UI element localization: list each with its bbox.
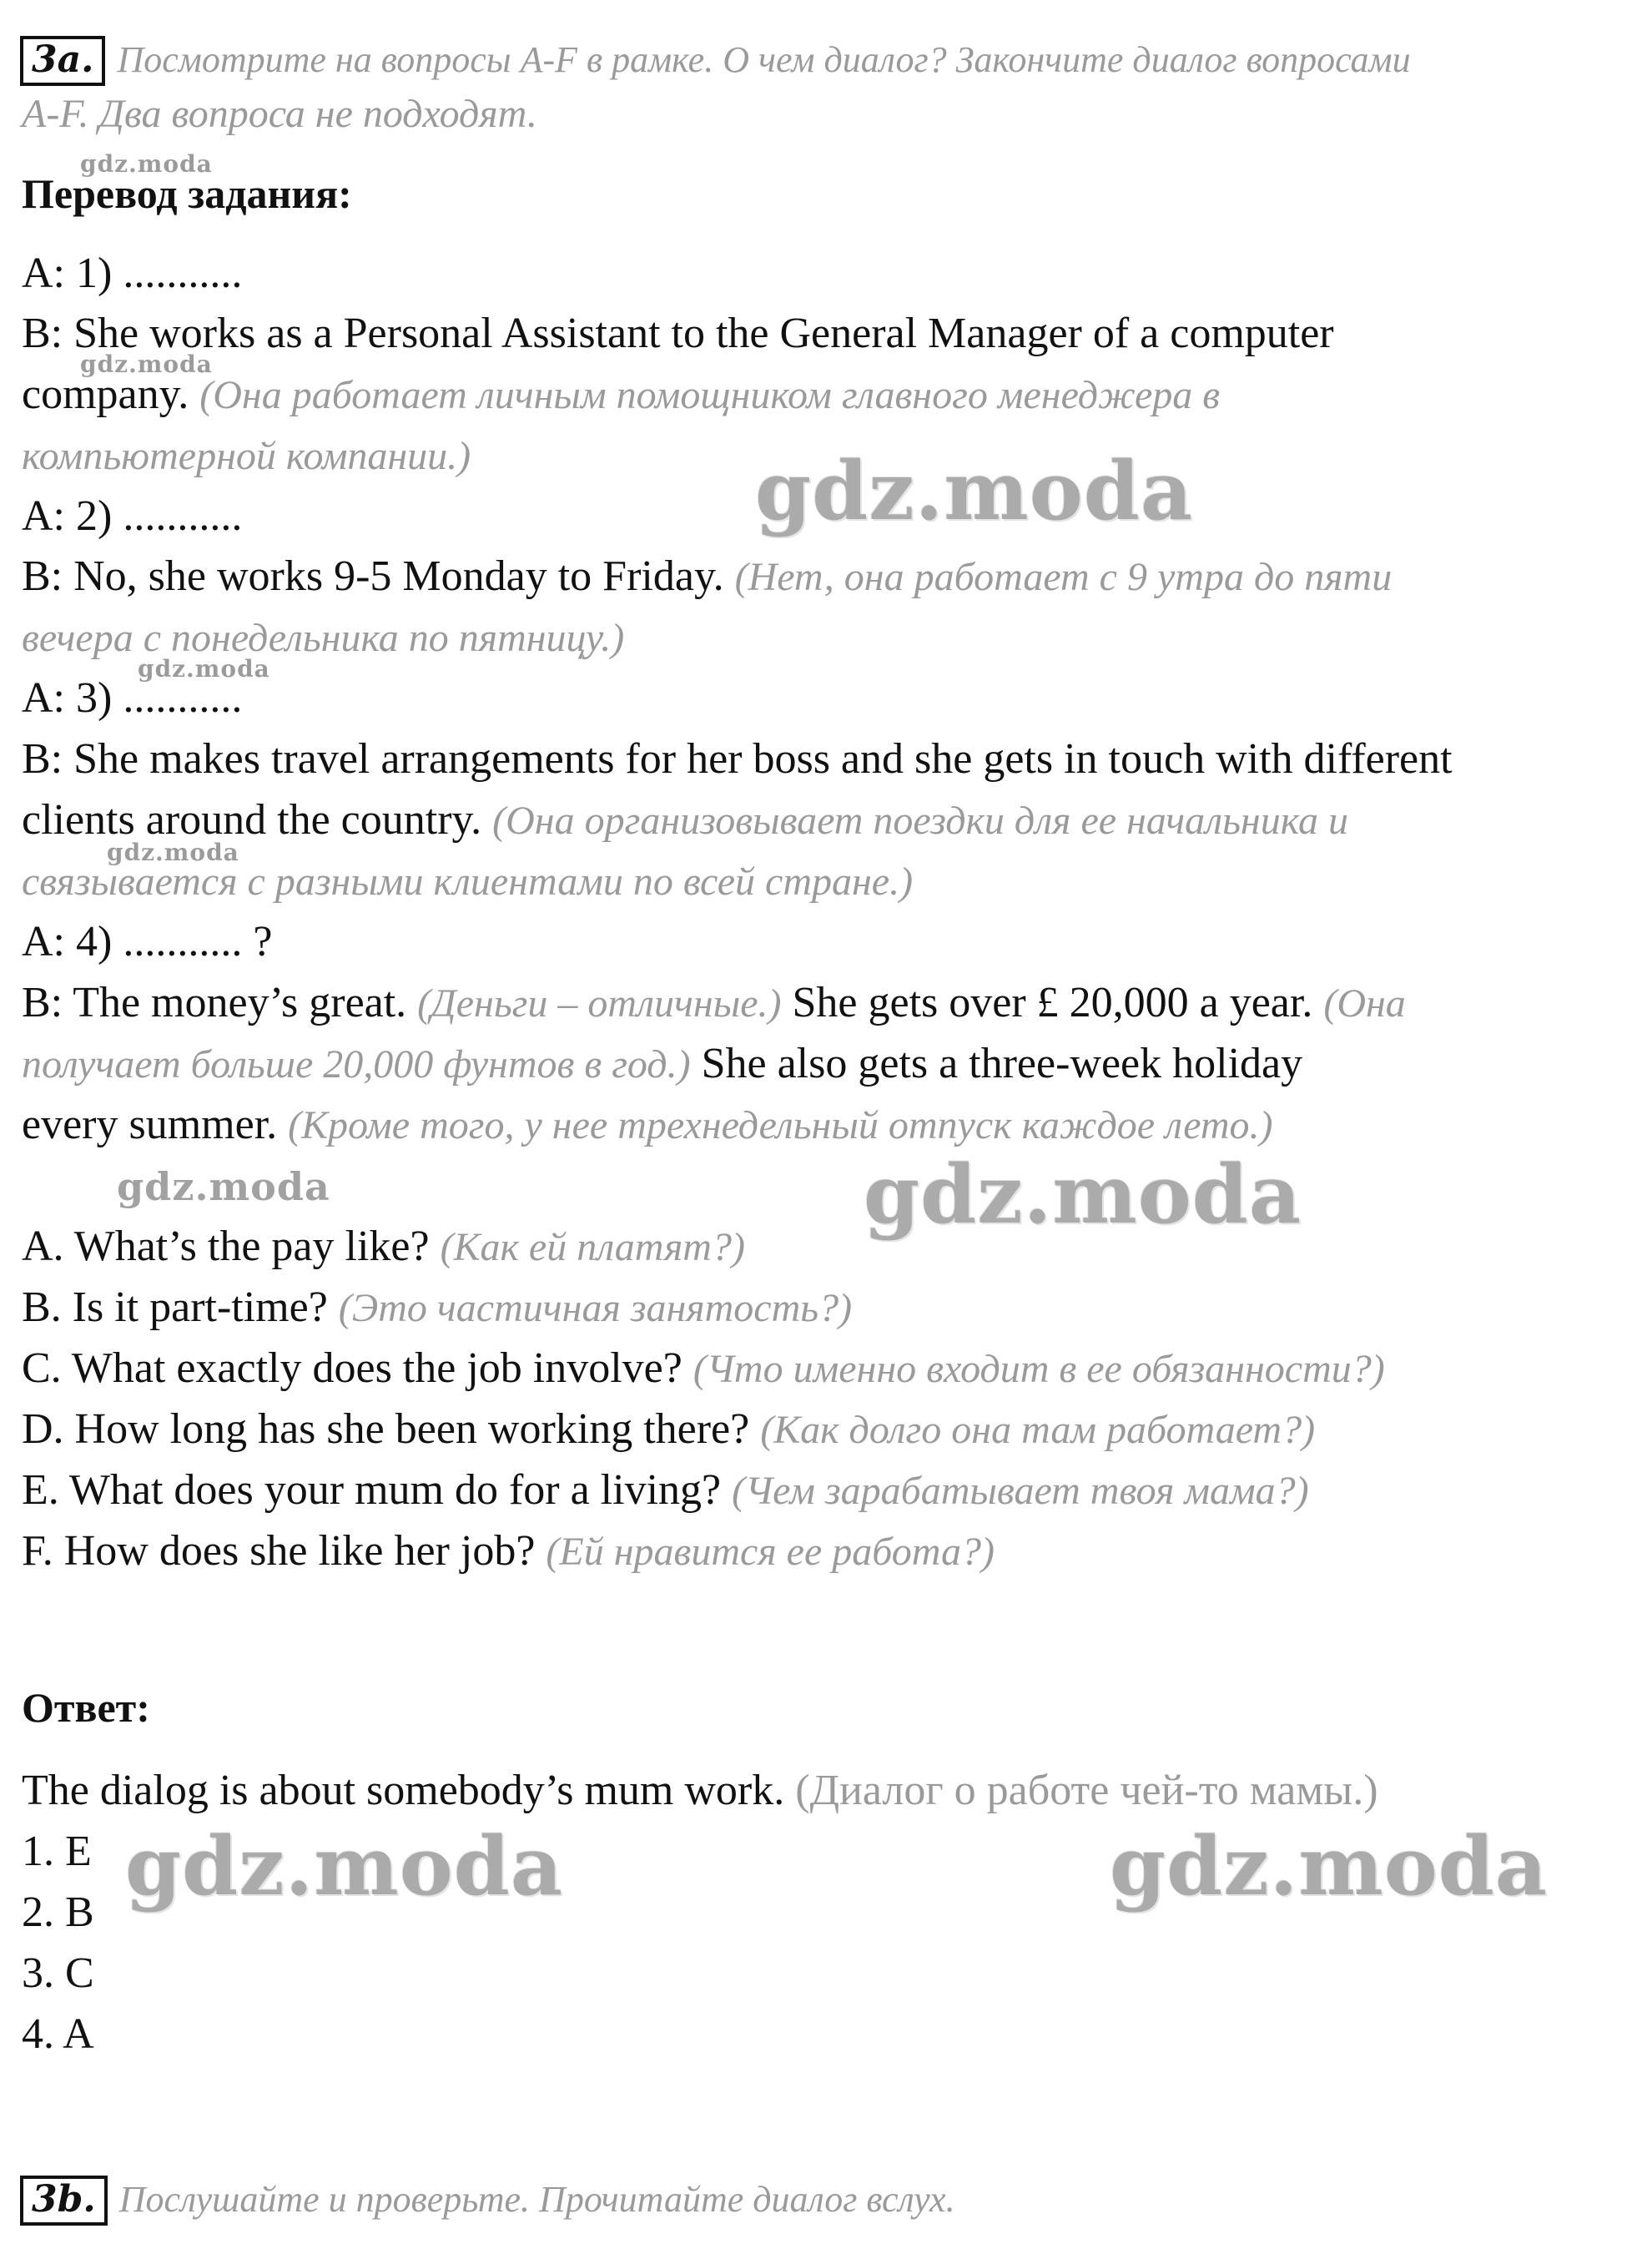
answer-summary-ru: (Диалог о работе чей-то мамы.) (795, 1767, 1378, 1814)
task-3a-instruction-line2: A-F. Два вопроса не подходят. (22, 92, 537, 136)
dialogue-b4-line2 (22, 1034, 1640, 1095)
option-ru: (Это частичная занятость?) (338, 1286, 853, 1330)
option-row (22, 1399, 1640, 1460)
dialogue-b4-line1 (22, 973, 1640, 1034)
task-3a-instruction-line2-row (22, 83, 1640, 144)
dialogue-b3-ru-2: связывается с разными клиентами по всей стране.) (22, 860, 914, 904)
dialogue-b2-en: B: No, she works 9-5 Monday to Friday. (22, 552, 724, 600)
dialogue-b3-line2 (22, 790, 1640, 851)
dialogue-b1-en-1: B: She works as a Personal Assistant to the General Manager of a computer (22, 310, 1334, 357)
answer-summary-en: The dialog is about somebody’s mum work. (22, 1767, 785, 1814)
dialogue-b1-en-2: company. (22, 371, 189, 418)
dialogue-b4-en-4: every summer. (22, 1101, 278, 1148)
dialogue-a2: A: 2) ........... (22, 492, 243, 540)
task-3a-badge: 3a. (20, 36, 105, 86)
option-ru: (Как ей платят?) (440, 1225, 745, 1269)
answer-item: 1. E (22, 1828, 92, 1875)
answer-heading: Ответ: (22, 1684, 150, 1731)
watermark: gdz.moda (80, 150, 213, 178)
task-3b-header (20, 2170, 1639, 2238)
watermark: gdz.moda (117, 1164, 330, 1209)
dialogue-b4-en-1: B: The money’s great. (22, 979, 407, 1026)
dialogue-a1: A: 1) ........... (22, 250, 243, 297)
watermark: gdz.moda (138, 655, 270, 683)
watermark: gdz.moda (1110, 1819, 1549, 1914)
answer-item: 3. C (22, 1949, 94, 1997)
dialogue-b2-ru-1: (Нет, она работает с 9 утра до пяти (734, 555, 1393, 599)
dialogue-b1-ru-1: (Она работает личным помощником главного менеджера в (199, 373, 1221, 417)
option-row (22, 1460, 1640, 1521)
watermark: gdz.moda (107, 839, 239, 866)
option-en: B. Is it part-time? (22, 1283, 328, 1331)
dialogue-b4-ru-4: (Кроме того, у нее трехнедельный отпуск каждое лето.) (288, 1103, 1273, 1147)
dialogue-b3-en-1: B: She makes travel arrangements for her boss and she gets in touch with different (22, 735, 1453, 783)
option-en: F. How does she like her job? (22, 1527, 536, 1575)
task-3b-badge: 3b. (20, 2176, 108, 2226)
option-en: A. What’s the pay like? (22, 1223, 430, 1270)
option-row (22, 1278, 1640, 1339)
option-ru: (Чем зарабатывает твоя мама?) (732, 1469, 1309, 1513)
option-ru: (Ей нравится ее работа?) (546, 1530, 995, 1574)
dialogue-b2-ru-2: вечера с понедельника по пятницу.) (22, 616, 625, 660)
option-ru: (Как долго она там работает?) (760, 1408, 1316, 1452)
translation-heading: Перевод задания: (22, 170, 352, 217)
dialogue-b1-ru-2: компьютерной компании.) (22, 434, 471, 478)
watermark: gdz.moda (80, 350, 213, 378)
option-en: E. What does your mum do for a living? (22, 1466, 722, 1514)
watermark: gdz.moda (125, 1819, 564, 1914)
dialogue-a4: A: 4) ........... ? (22, 918, 273, 966)
dialogue-b3-ru-1: (Она организовывает поездки для ее начальника и (492, 799, 1348, 843)
dialogue-b2-line1 (22, 547, 1640, 608)
answer-item: 4. A (22, 2010, 94, 2058)
task-3b-instruction: Послушайте и проверьте. Прочитайте диалог вслух. (118, 2179, 955, 2220)
option-row (22, 1339, 1640, 1399)
dialogue-b4-en-2: She gets over £ 20,000 a year. (792, 979, 1313, 1026)
option-row (22, 1217, 1640, 1278)
task-3a-instruction-line1: Посмотрите на вопросы A-F в рамке. О чем диалог? Закончите диалог вопросами (117, 39, 1411, 80)
option-en: C. What exactly does the job involve? (22, 1344, 682, 1392)
option-row (22, 1521, 1640, 1582)
dialogue-b3-line3 (22, 851, 1640, 912)
watermark: gdz.moda (755, 444, 1194, 538)
watermark: gdz.moda (864, 1147, 1302, 1242)
dialogue-b4-line3 (22, 1095, 1640, 1156)
dialogue-b4-ru-1: (Деньги – отличные.) (417, 981, 782, 1026)
dialogue-b1-line2 (22, 365, 1640, 426)
option-ru: (Что именно входит в ее обязанности?) (693, 1347, 1385, 1391)
answer-item: 2. B (22, 1888, 94, 1936)
answer-summary (22, 1761, 1640, 1821)
dialogue-b3-en-2: clients around the country. (22, 796, 482, 844)
dialogue-a3: A: 3) ........... (22, 674, 243, 722)
option-en: D. How long has she been working there? (22, 1405, 750, 1453)
dialogue-b4-ru-2: (Она (1323, 981, 1406, 1026)
dialogue-b4-ru-3: получает больше 20,000 фунтов в год.) (22, 1042, 691, 1087)
dialogue-b4-en-3: She also gets a three-week holiday (701, 1040, 1303, 1087)
